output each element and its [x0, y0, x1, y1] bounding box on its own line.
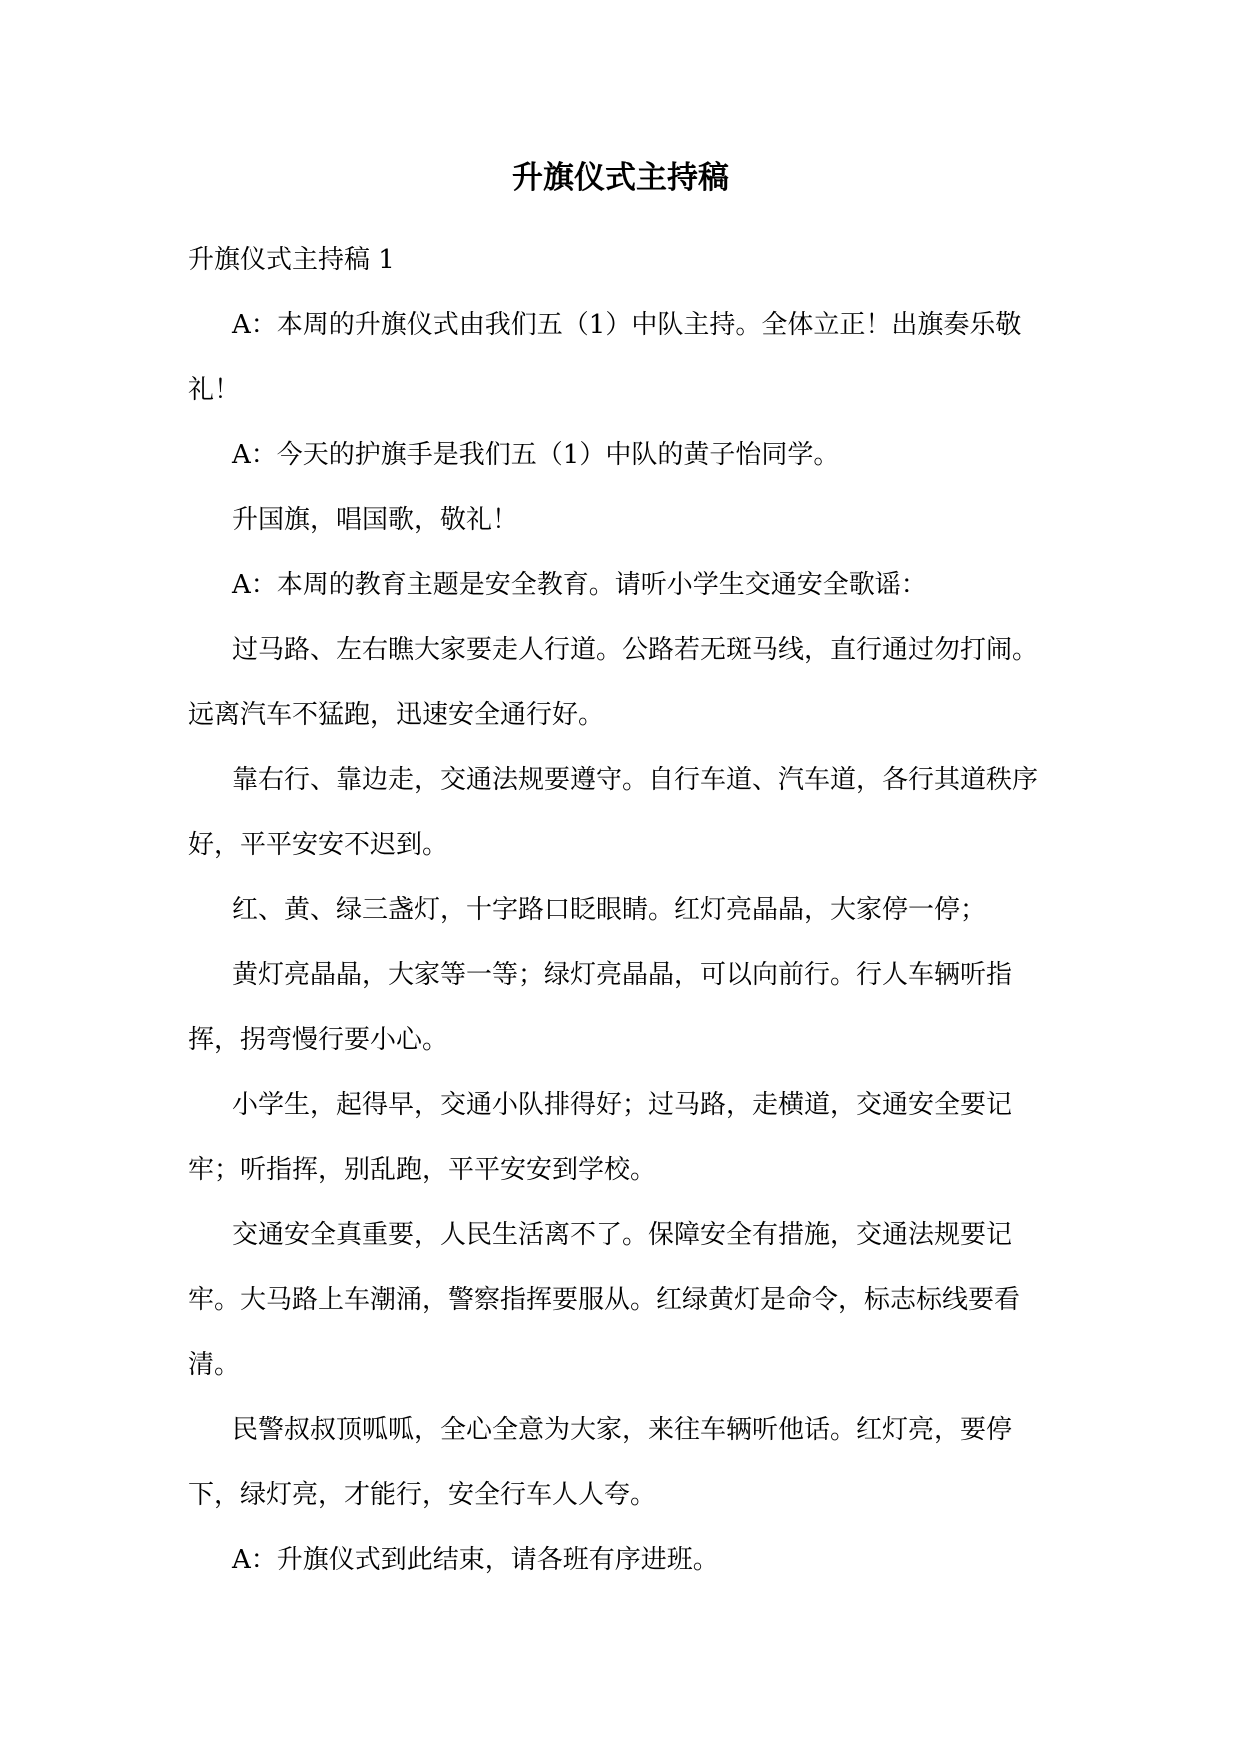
paragraph-9: 小学生，起得早，交通小队排得好；过马路，走横道，交通安全要记牢；听指挥，别乱跑，平平安安到学校。 — [188, 1090, 1013, 1185]
document-title: 升旗仪式主持稿 — [512, 160, 729, 196]
paragraph-7: 红、黄、绿三盏灯，十字路口眨眼睛。红灯亮晶晶，大家停一停； — [232, 895, 987, 925]
paragraph-8: 黄灯亮晶晶，大家等一等；绿灯亮晶晶，可以向前行。行人车辆听指挥，拐弯慢行要小心。 — [188, 960, 1013, 1055]
paragraph-12: A：升旗仪式到此结束，请各班有序进班。 — [232, 1545, 719, 1575]
paragraph-11: 民警叔叔顶呱呱，全心全意为大家，来往车辆听他话。红灯亮，要停下，绿灯亮，才能行，安全行车人人夸。 — [188, 1415, 1013, 1510]
paragraph-1: A：本周的升旗仪式由我们五（1）中队主持。全体立正！出旗奏乐敬礼！ — [188, 310, 1022, 405]
paragraph-3: 升国旗，唱国歌，敬礼！ — [232, 505, 519, 535]
paragraph-4: A：本周的教育主题是安全教育。请听小学生交通安全歌谣： — [232, 570, 927, 600]
paragraph-2: A：今天的护旗手是我们五（1）中队的黄子怡同学。 — [232, 440, 840, 470]
section-heading: 升旗仪式主持稿 1 — [188, 245, 395, 275]
paragraph-10: 交通安全真重要，人民生活离不了。保障安全有措施，交通法规要记牢。大马路上车潮涌，警察指挥要服从。红绿黄灯是命令，标志标线要看清。 — [188, 1220, 1021, 1380]
paragraph-6: 靠右行、靠边走，交通法规要遵守。自行车道、汽车道，各行其道秩序好，平平安安不迟到。 — [188, 765, 1039, 860]
document-body — [188, 228, 1058, 1593]
paragraph-5: 过马路、左右瞧大家要走人行道。公路若无斑马线，直行通过勿打闹。远离汽车不猛跑，迅速安全通行好。 — [188, 635, 1039, 730]
